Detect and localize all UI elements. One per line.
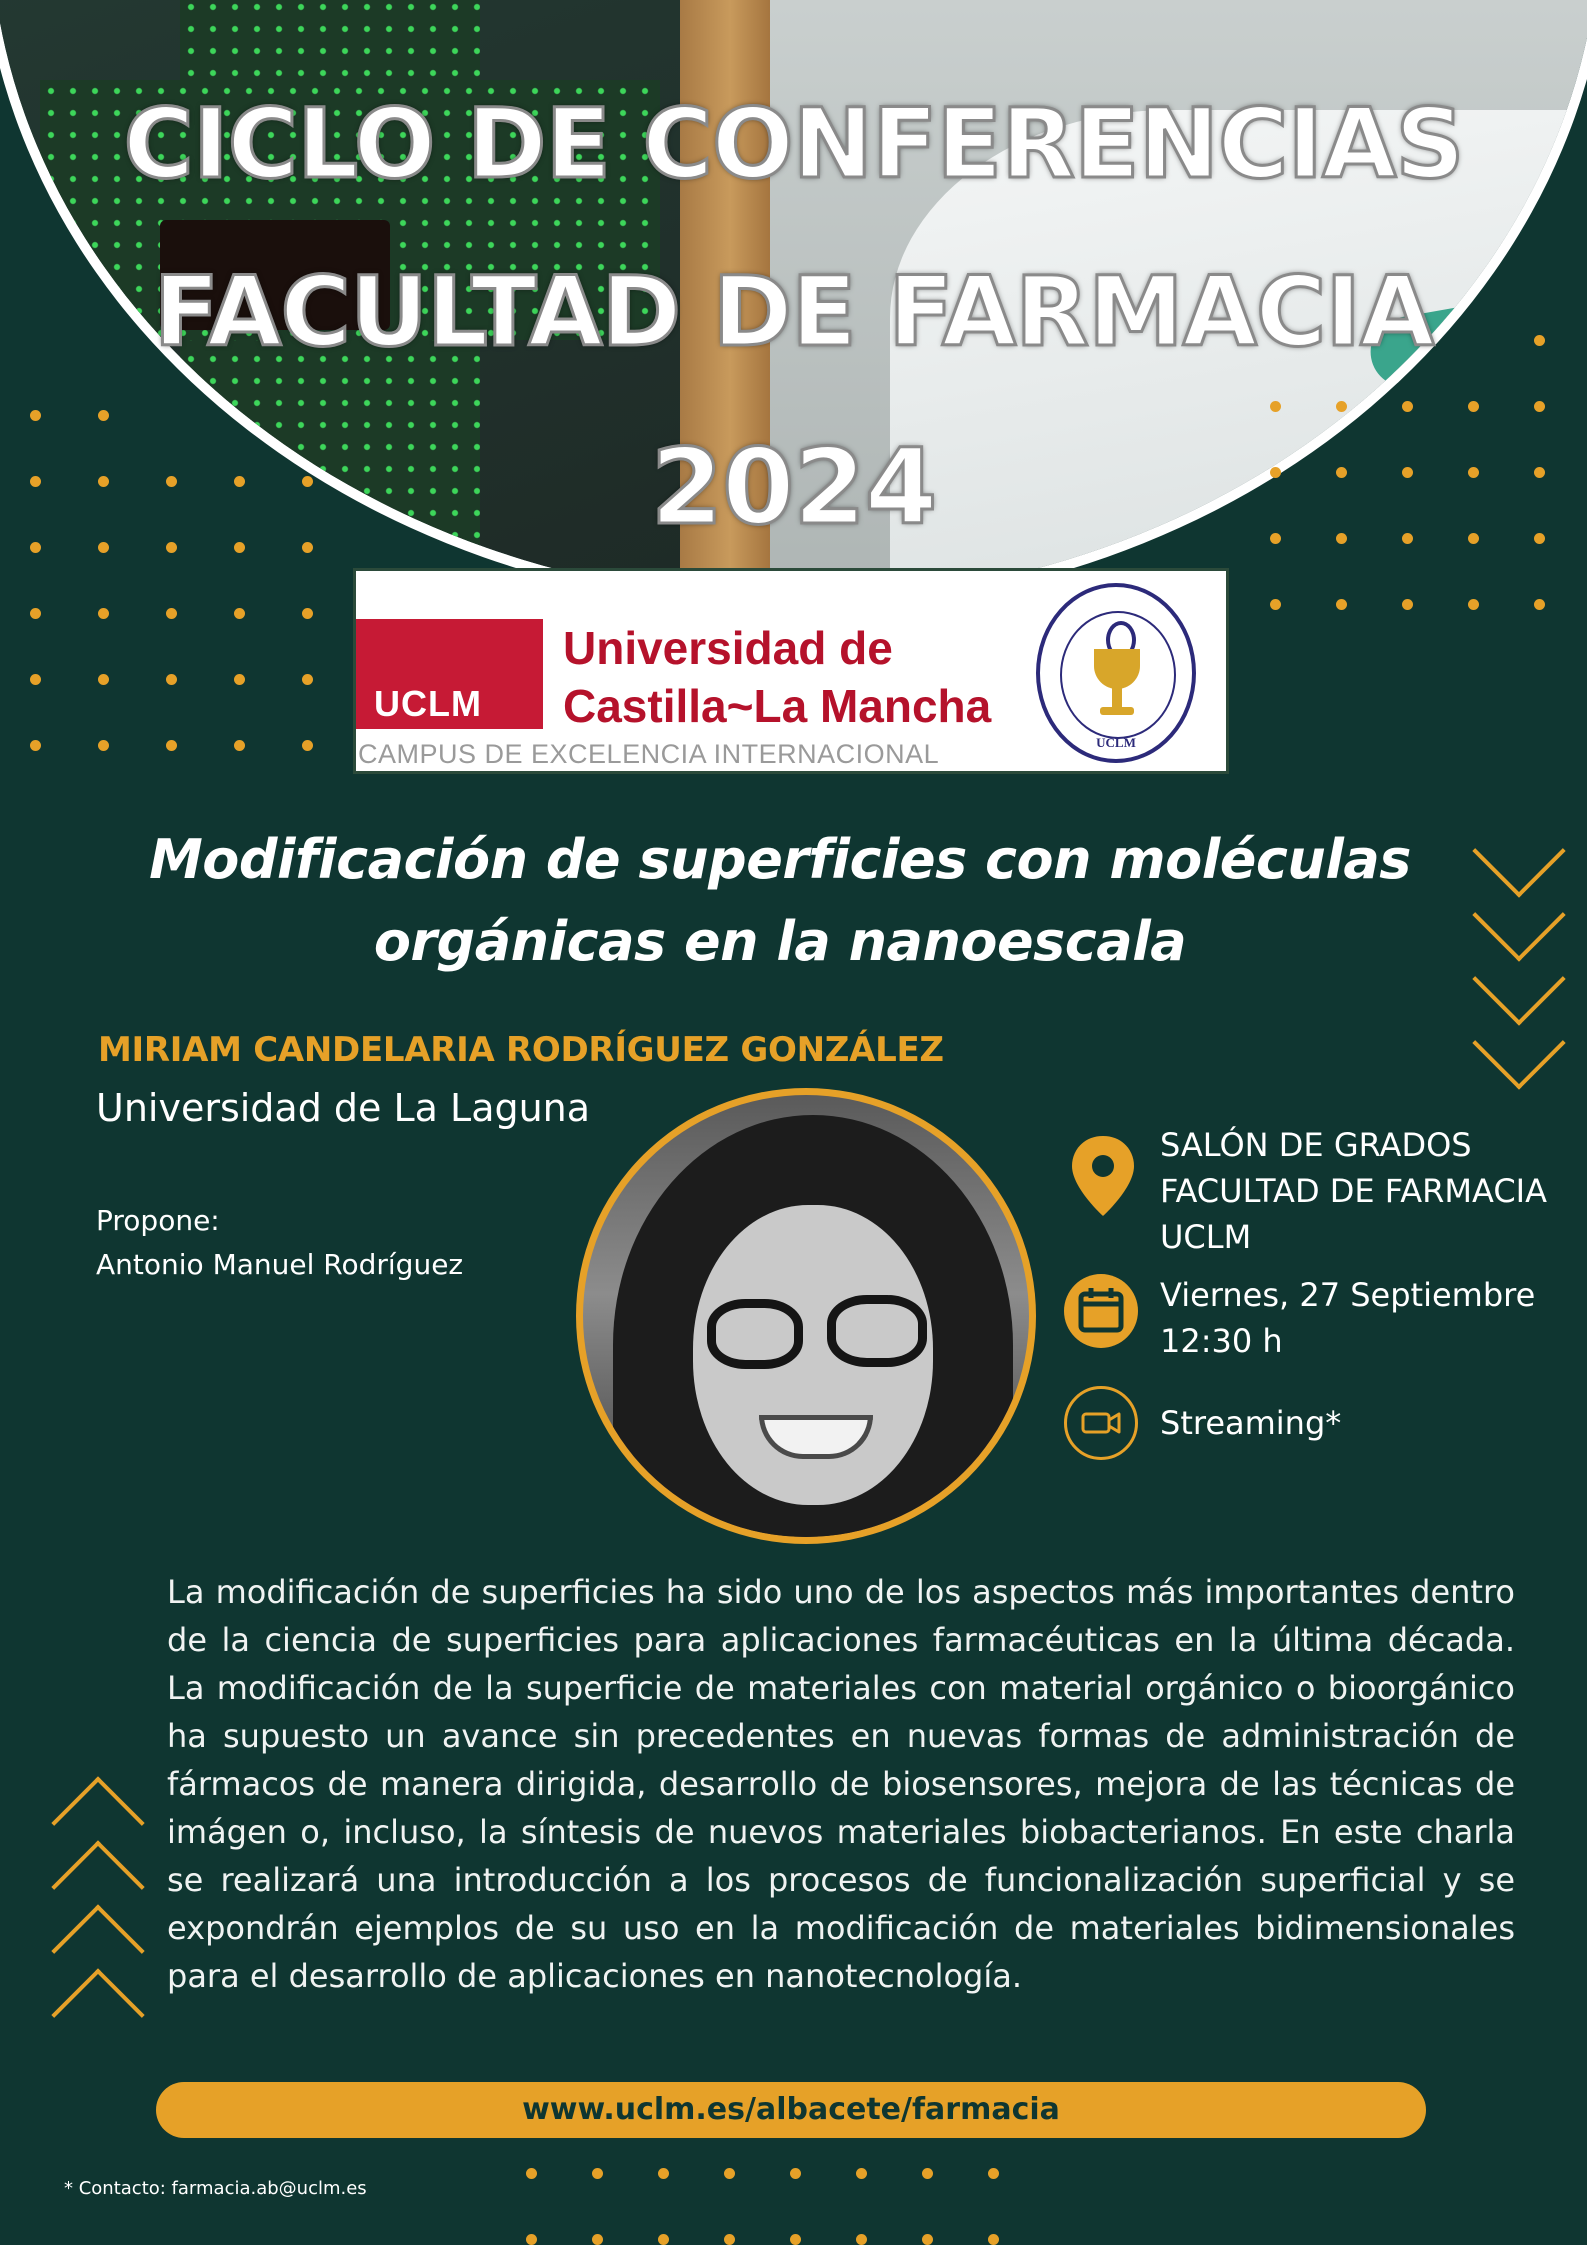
decorative-dot (592, 2168, 603, 2179)
decorative-dot (988, 2234, 999, 2245)
decorative-dot (234, 476, 245, 487)
seal-cup-base (1100, 707, 1134, 715)
seal-cup-stem (1112, 687, 1122, 709)
decorative-dot (1336, 467, 1347, 478)
title-line-2: FACULTAD DE FARMACIA (153, 256, 1434, 368)
chevron-down-icon (1472, 996, 1565, 1089)
decorative-dot (592, 2234, 603, 2245)
decorative-dot (1402, 467, 1413, 478)
decorative-dot (988, 2168, 999, 2179)
decorative-dot (302, 740, 313, 751)
decorative-dot (1534, 401, 1545, 412)
location-line-2: FACULTAD DE FARMACIA (1160, 1172, 1547, 1210)
decorative-dot (1468, 599, 1479, 610)
decorative-dot (166, 740, 177, 751)
location-pin-icon (1066, 1132, 1140, 1206)
portrait-glasses-right (827, 1295, 927, 1367)
decorative-dot (30, 542, 41, 553)
talk-title-line-2: orgánicas en la nanoescala (373, 910, 1187, 973)
decorative-dot (166, 674, 177, 685)
decorative-dot (1402, 401, 1413, 412)
decorative-dot (1468, 467, 1479, 478)
event-time: 12:30 h (1160, 1322, 1283, 1360)
location-line-1: SALÓN DE GRADOS (1160, 1126, 1472, 1164)
talk-abstract: La modificación de superficies ha sido uno de los aspectos más importantes dentro de la ciencia de superficies para aplicaciones farmacéuticas en la última década. La modificación de la superficie de materiales con material orgánico o bioorgánico ha supuesto un avance sin precedentes en nuevas formas de administración de fármacos de manera dirigida, desarrollo de biosensores, mejora de las técnicas de imágen o, incluso, la síntesis de nuevos materiales biobacterianos. En este charla se realizará una introducción a los procesos de funcionalización superficial y se expondrán ejemplos de su uso en la modificación de materiales bidimensionales para el desarrollo de aplicaciones en nanotecnología. (167, 1573, 1515, 1995)
decorative-dot (856, 2234, 867, 2245)
decorative-dot (1468, 533, 1479, 544)
decorative-dot (658, 2234, 669, 2245)
decorative-dot (526, 2234, 537, 2245)
decorative-dot (1336, 401, 1347, 412)
seal-label: UCLM (1096, 735, 1136, 750)
decorative-dot (1270, 599, 1281, 610)
speaker-affiliation: Universidad de La Laguna (96, 1086, 591, 1130)
propone-name: Antonio Manuel Rodríguez (96, 1248, 464, 1281)
decorative-dot (166, 476, 177, 487)
university-name-line-2: Castilla~La Mancha (563, 680, 992, 732)
website-url[interactable]: www.uclm.es/albacete/farmacia (522, 2092, 1060, 2127)
decorative-dot (1534, 467, 1545, 478)
decorative-dot (98, 740, 109, 751)
decorative-dot (922, 2234, 933, 2245)
campus-tagline: CAMPUS DE EXCELENCIA INTERNACIONAL (358, 739, 940, 769)
chevron-up-icon (51, 1968, 144, 2061)
speaker-name: MIRIAM CANDELARIA RODRÍGUEZ GONZÁLEZ (98, 1030, 944, 1070)
location-line-3: UCLM (1160, 1218, 1252, 1256)
decorative-dot (526, 2168, 537, 2179)
decorative-dot (166, 542, 177, 553)
streaming-label: Streaming* (1160, 1404, 1342, 1442)
decorative-dot (302, 542, 313, 553)
decorative-dot (790, 2234, 801, 2245)
decorative-dot (98, 542, 109, 553)
decorative-dot (30, 740, 41, 751)
portrait-glasses-left (707, 1299, 803, 1369)
decorative-dot (98, 410, 109, 421)
decorative-dot (724, 2168, 735, 2179)
website-link[interactable] (156, 2082, 1426, 2138)
uclm-acronym: UCLM (374, 683, 482, 724)
decorative-dot (1270, 401, 1281, 412)
decorative-dot (1534, 599, 1545, 610)
decorative-dot (98, 476, 109, 487)
contact-email: * Contacto: farmacia.ab@uclm.es (64, 2178, 367, 2199)
decorative-dot (1336, 533, 1347, 544)
decorative-dot (98, 674, 109, 685)
decorative-dot (724, 2234, 735, 2245)
video-camera-icon (1064, 1386, 1138, 1460)
decorative-dot (234, 608, 245, 619)
event-date: Viernes, 27 Septiembre (1160, 1276, 1536, 1314)
decorative-dot (856, 2168, 867, 2179)
decorative-dot (234, 542, 245, 553)
propone-label: Propone: (96, 1204, 220, 1237)
title-year: 2024 (650, 426, 937, 548)
decorative-dot (30, 674, 41, 685)
decorative-dot (98, 608, 109, 619)
decorative-dot (30, 476, 41, 487)
decorative-dot (1270, 467, 1281, 478)
decorative-dot (234, 740, 245, 751)
decorative-dot (1402, 533, 1413, 544)
decorative-dot (658, 2168, 669, 2179)
decorative-dot (922, 2168, 933, 2179)
decorative-dot (302, 476, 313, 487)
decorative-dot (302, 674, 313, 685)
decorative-dot (1468, 401, 1479, 412)
speaker-photo (576, 1088, 1036, 1544)
university-name-line-1: Universidad de (563, 622, 893, 674)
decorative-dot (790, 2168, 801, 2179)
decorative-dot (1534, 335, 1545, 346)
decorative-dot (166, 608, 177, 619)
title-line-1: CICLO DE CONFERENCIAS (123, 88, 1464, 200)
decorative-dot (30, 608, 41, 619)
decorative-dot (1336, 599, 1347, 610)
faculty-seal-icon (1036, 583, 1196, 763)
decorative-dot (234, 674, 245, 685)
decorative-dot (30, 410, 41, 421)
decorative-dot (302, 608, 313, 619)
decorative-dot (1270, 533, 1281, 544)
decorative-dot (1534, 533, 1545, 544)
logo-banner (353, 568, 1229, 774)
talk-title-line-1: Modificación de superficies con moléculas (149, 828, 1411, 891)
decorative-dot (1402, 599, 1413, 610)
calendar-icon (1064, 1274, 1138, 1348)
